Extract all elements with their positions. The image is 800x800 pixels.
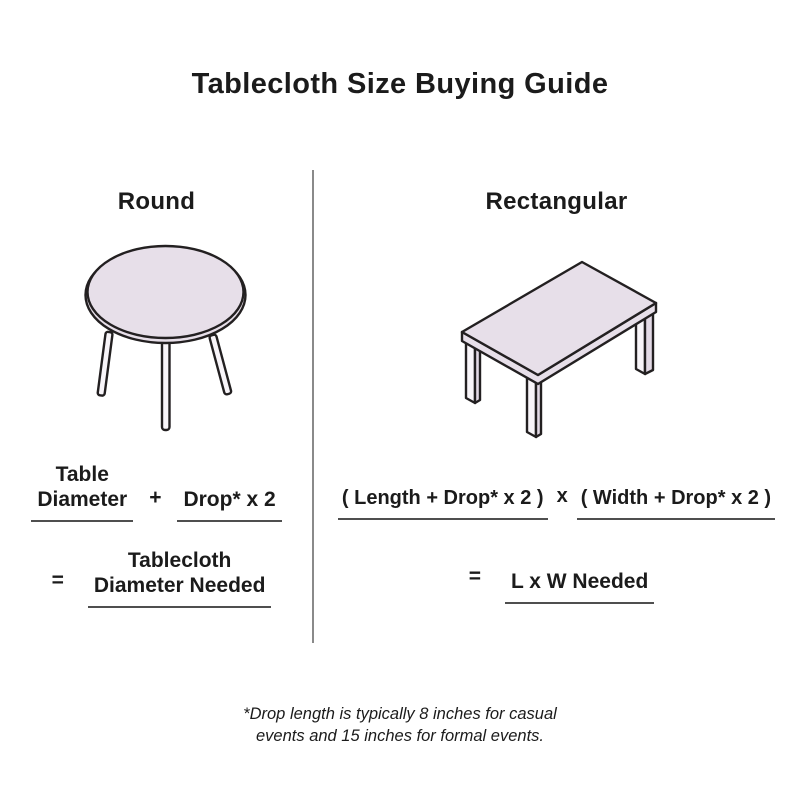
plus-operator: + <box>149 486 162 510</box>
rect-equals-sign: = <box>468 565 481 588</box>
drop-length-footnote <box>0 703 800 748</box>
round-formula-line2 <box>0 548 313 608</box>
round-table-center-leg <box>162 341 170 430</box>
round-section-heading: Round <box>117 188 196 215</box>
times-operator: x <box>556 485 568 507</box>
round-table-left-leg <box>97 332 112 396</box>
round-addend1-line2: Diameter <box>37 488 128 512</box>
rect-factor2: ( Width + Drop* x 2 ) <box>577 486 775 520</box>
rectangular-section-heading: Rectangular <box>485 188 628 215</box>
rect-result: L x W Needed <box>505 569 654 604</box>
round-table-icon <box>58 238 278 438</box>
rect-formula-line1 <box>313 485 800 520</box>
round-table-right-leg <box>209 334 232 395</box>
page-title: Tablecloth Size Buying Guide <box>191 68 609 100</box>
round-addend1 <box>31 462 133 522</box>
round-addend1-line1: Table <box>55 463 109 486</box>
rect-table-front-leg <box>527 376 541 437</box>
rectangular-table-icon <box>440 245 680 445</box>
round-result-line1: Tablecloth <box>127 549 232 572</box>
round-table-top <box>88 246 244 338</box>
rect-factor1: ( Length + Drop* x 2 ) <box>338 486 548 520</box>
round-addend2: Drop* x 2 <box>177 487 281 522</box>
footnote-line2: events and 15 inches for formal events. <box>256 727 544 746</box>
round-formula-line1 <box>0 462 313 522</box>
footnote-line1: *Drop length is typically 8 inches for casual <box>243 705 557 723</box>
round-equals-sign: = <box>51 569 64 593</box>
round-result-line2: Diameter Needed <box>93 574 266 598</box>
rect-formula-line2 <box>313 565 800 604</box>
round-result <box>88 548 272 608</box>
